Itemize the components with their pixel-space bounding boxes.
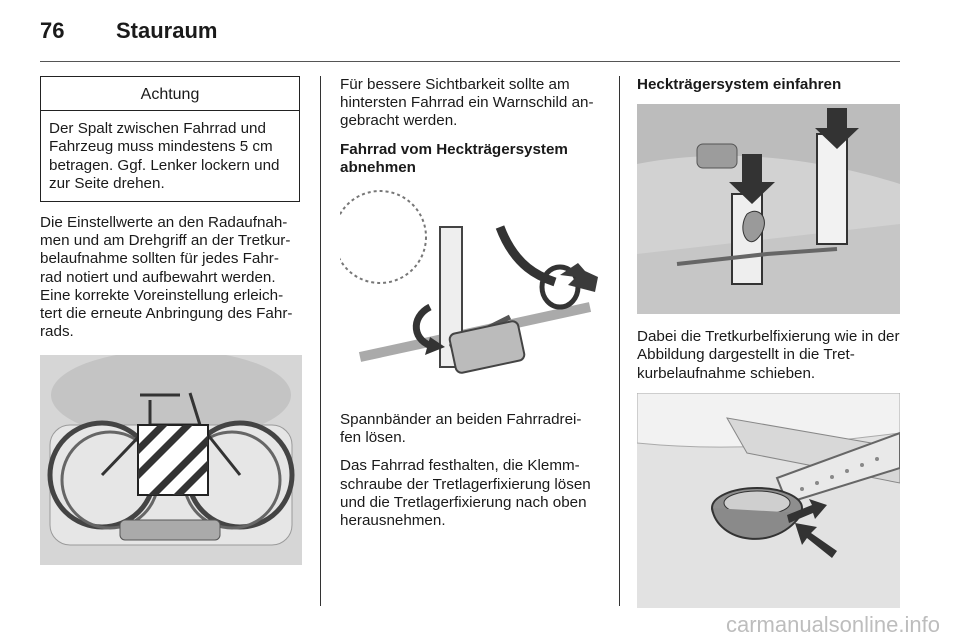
warning-sign-icon xyxy=(138,425,208,495)
header-rule xyxy=(40,61,900,62)
column-1 xyxy=(40,76,302,575)
retract-system-heading: Heckträgersystem einfahren xyxy=(637,76,842,93)
column-divider-1 xyxy=(320,76,321,606)
column-2 xyxy=(340,76,602,540)
pedal-clamp-illustration xyxy=(340,187,602,397)
bike-carrier-rear-illustration xyxy=(40,355,302,565)
strap-release-paragraph: Spannbänder an beiden Fahrradrei- fen lösen. xyxy=(340,411,582,447)
warning-sign-paragraph: Für bessere Sichtbarkeit sollte am hintersten Fahrrad ein Warnschild an- gebracht werden. xyxy=(340,76,594,130)
watermark: carmanualsonline.info xyxy=(725,612,940,637)
hold-bike-paragraph: Das Fahrrad festhalten, die Klemm- schraube der Tretlagerfixierung lösen und die Tretlagerfixierung nach oben herausnehmen. xyxy=(340,457,591,530)
column-3 xyxy=(637,76,900,618)
pedal-fixation-paragraph: Dabei die Tretkurbelfixierung wie in der Abbildung dargestellt in die Tret- kurbelaufnahme schieben. xyxy=(637,328,900,382)
remove-bike-heading: Fahrrad vom Heckträgersystem abnehmen xyxy=(340,140,568,176)
section-title: Stauraum xyxy=(116,18,218,43)
warning-box xyxy=(40,76,300,202)
pedal-fixation-illustration xyxy=(637,393,900,608)
page-number: 76 xyxy=(40,18,65,43)
adjustment-paragraph: Die Einstellwerte an den Radaufnah- men und am Drehgriff an der Tretkur- belaufnahme sollten für jedes Fahr- rad notiert und aufbewahrt werden. Eine korrekte Voreinstellung erleich- tert die erneute Anbringung des Fahr- rads. xyxy=(40,214,293,341)
warning-text: Der Spalt zwischen Fahrrad und Fahrzeug muss mindestens 5 cm betragen. Ggf. Lenker lockern und zur Seite drehen. xyxy=(49,120,280,192)
column-divider-2 xyxy=(619,76,620,606)
retract-carrier-illustration xyxy=(637,104,900,314)
warning-title: Achtung xyxy=(41,77,299,111)
